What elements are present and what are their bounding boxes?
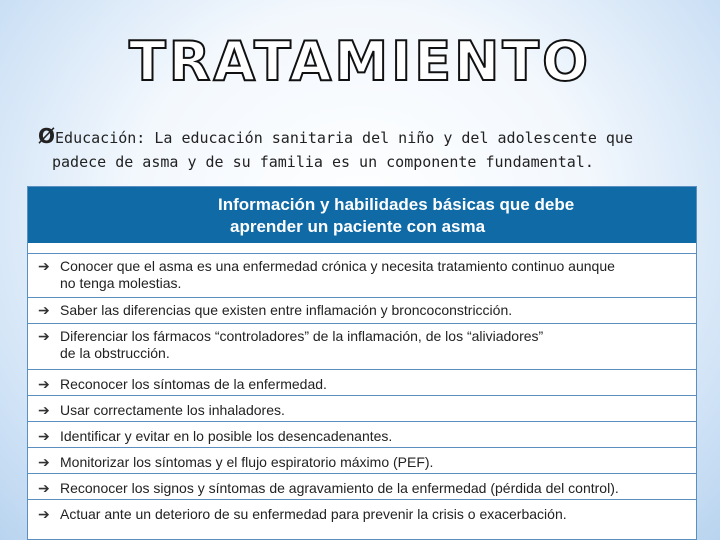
- arrow-right-icon: ➔: [38, 328, 50, 344]
- table-row: [28, 298, 696, 324]
- slide-title: TRATAMIENTO: [128, 30, 592, 93]
- intro-line-2: padece de asma y de su familia es un componente fundamental.: [52, 153, 594, 171]
- arrow-right-icon: ➔: [38, 376, 50, 392]
- row-text: Reconocer los signos y síntomas de agravamiento de la enfermedad (pérdida del control).: [60, 480, 619, 496]
- arrow-right-icon: ➔: [38, 258, 50, 274]
- table-row: [28, 324, 696, 370]
- table-row: [28, 448, 696, 474]
- arrow-right-icon: ➔: [38, 402, 50, 418]
- row-text: Conocer que el asma es una enfermedad crónica y necesita tratamiento continuo aunque: [60, 258, 615, 274]
- arrow-right-icon: ➔: [38, 302, 50, 318]
- table-header-line-1: Información y habilidades básicas que debe: [218, 195, 575, 214]
- bullet-arrow-icon: Ø: [38, 124, 56, 148]
- row-text: Actuar ante un deterioro de su enfermedad para prevenir la crisis o exacerbación.: [60, 506, 567, 522]
- table-row: [28, 474, 696, 500]
- row-text-continued: no tenga molestias.: [60, 275, 182, 291]
- row-text: Reconocer los síntomas de la enfermedad.: [60, 376, 327, 392]
- table-row: [28, 396, 696, 422]
- arrow-right-icon: ➔: [38, 480, 50, 496]
- arrow-right-icon: ➔: [38, 506, 50, 522]
- info-table: [27, 186, 697, 540]
- row-text: Diferenciar los fármacos “controladores” de la inflamación, de los “aliviadores”: [60, 328, 544, 344]
- table-row: [28, 422, 696, 448]
- table-row: [28, 370, 696, 396]
- row-text-continued: de la obstrucción.: [60, 345, 170, 361]
- table-header: [28, 187, 696, 243]
- table-row: [28, 254, 696, 298]
- intro-paragraph: [38, 124, 698, 174]
- row-text: Usar correctamente los inhaladores.: [60, 402, 285, 418]
- row-text: Monitorizar los síntomas y el flujo espiratorio máximo (PEF).: [60, 454, 434, 470]
- table-spacer: [28, 243, 696, 254]
- intro-line-1: Educación: La educación sanitaria del niño y del adolescente que: [55, 129, 633, 147]
- arrow-right-icon: ➔: [38, 454, 50, 470]
- table-row: [28, 500, 696, 526]
- table-header-line-2: aprender un paciente con asma: [230, 217, 486, 236]
- arrow-right-icon: ➔: [38, 428, 50, 444]
- row-text: Identificar y evitar en lo posible los desencadenantes.: [60, 428, 393, 444]
- row-text: Saber las diferencias que existen entre inflamación y broncoconstricción.: [60, 302, 513, 318]
